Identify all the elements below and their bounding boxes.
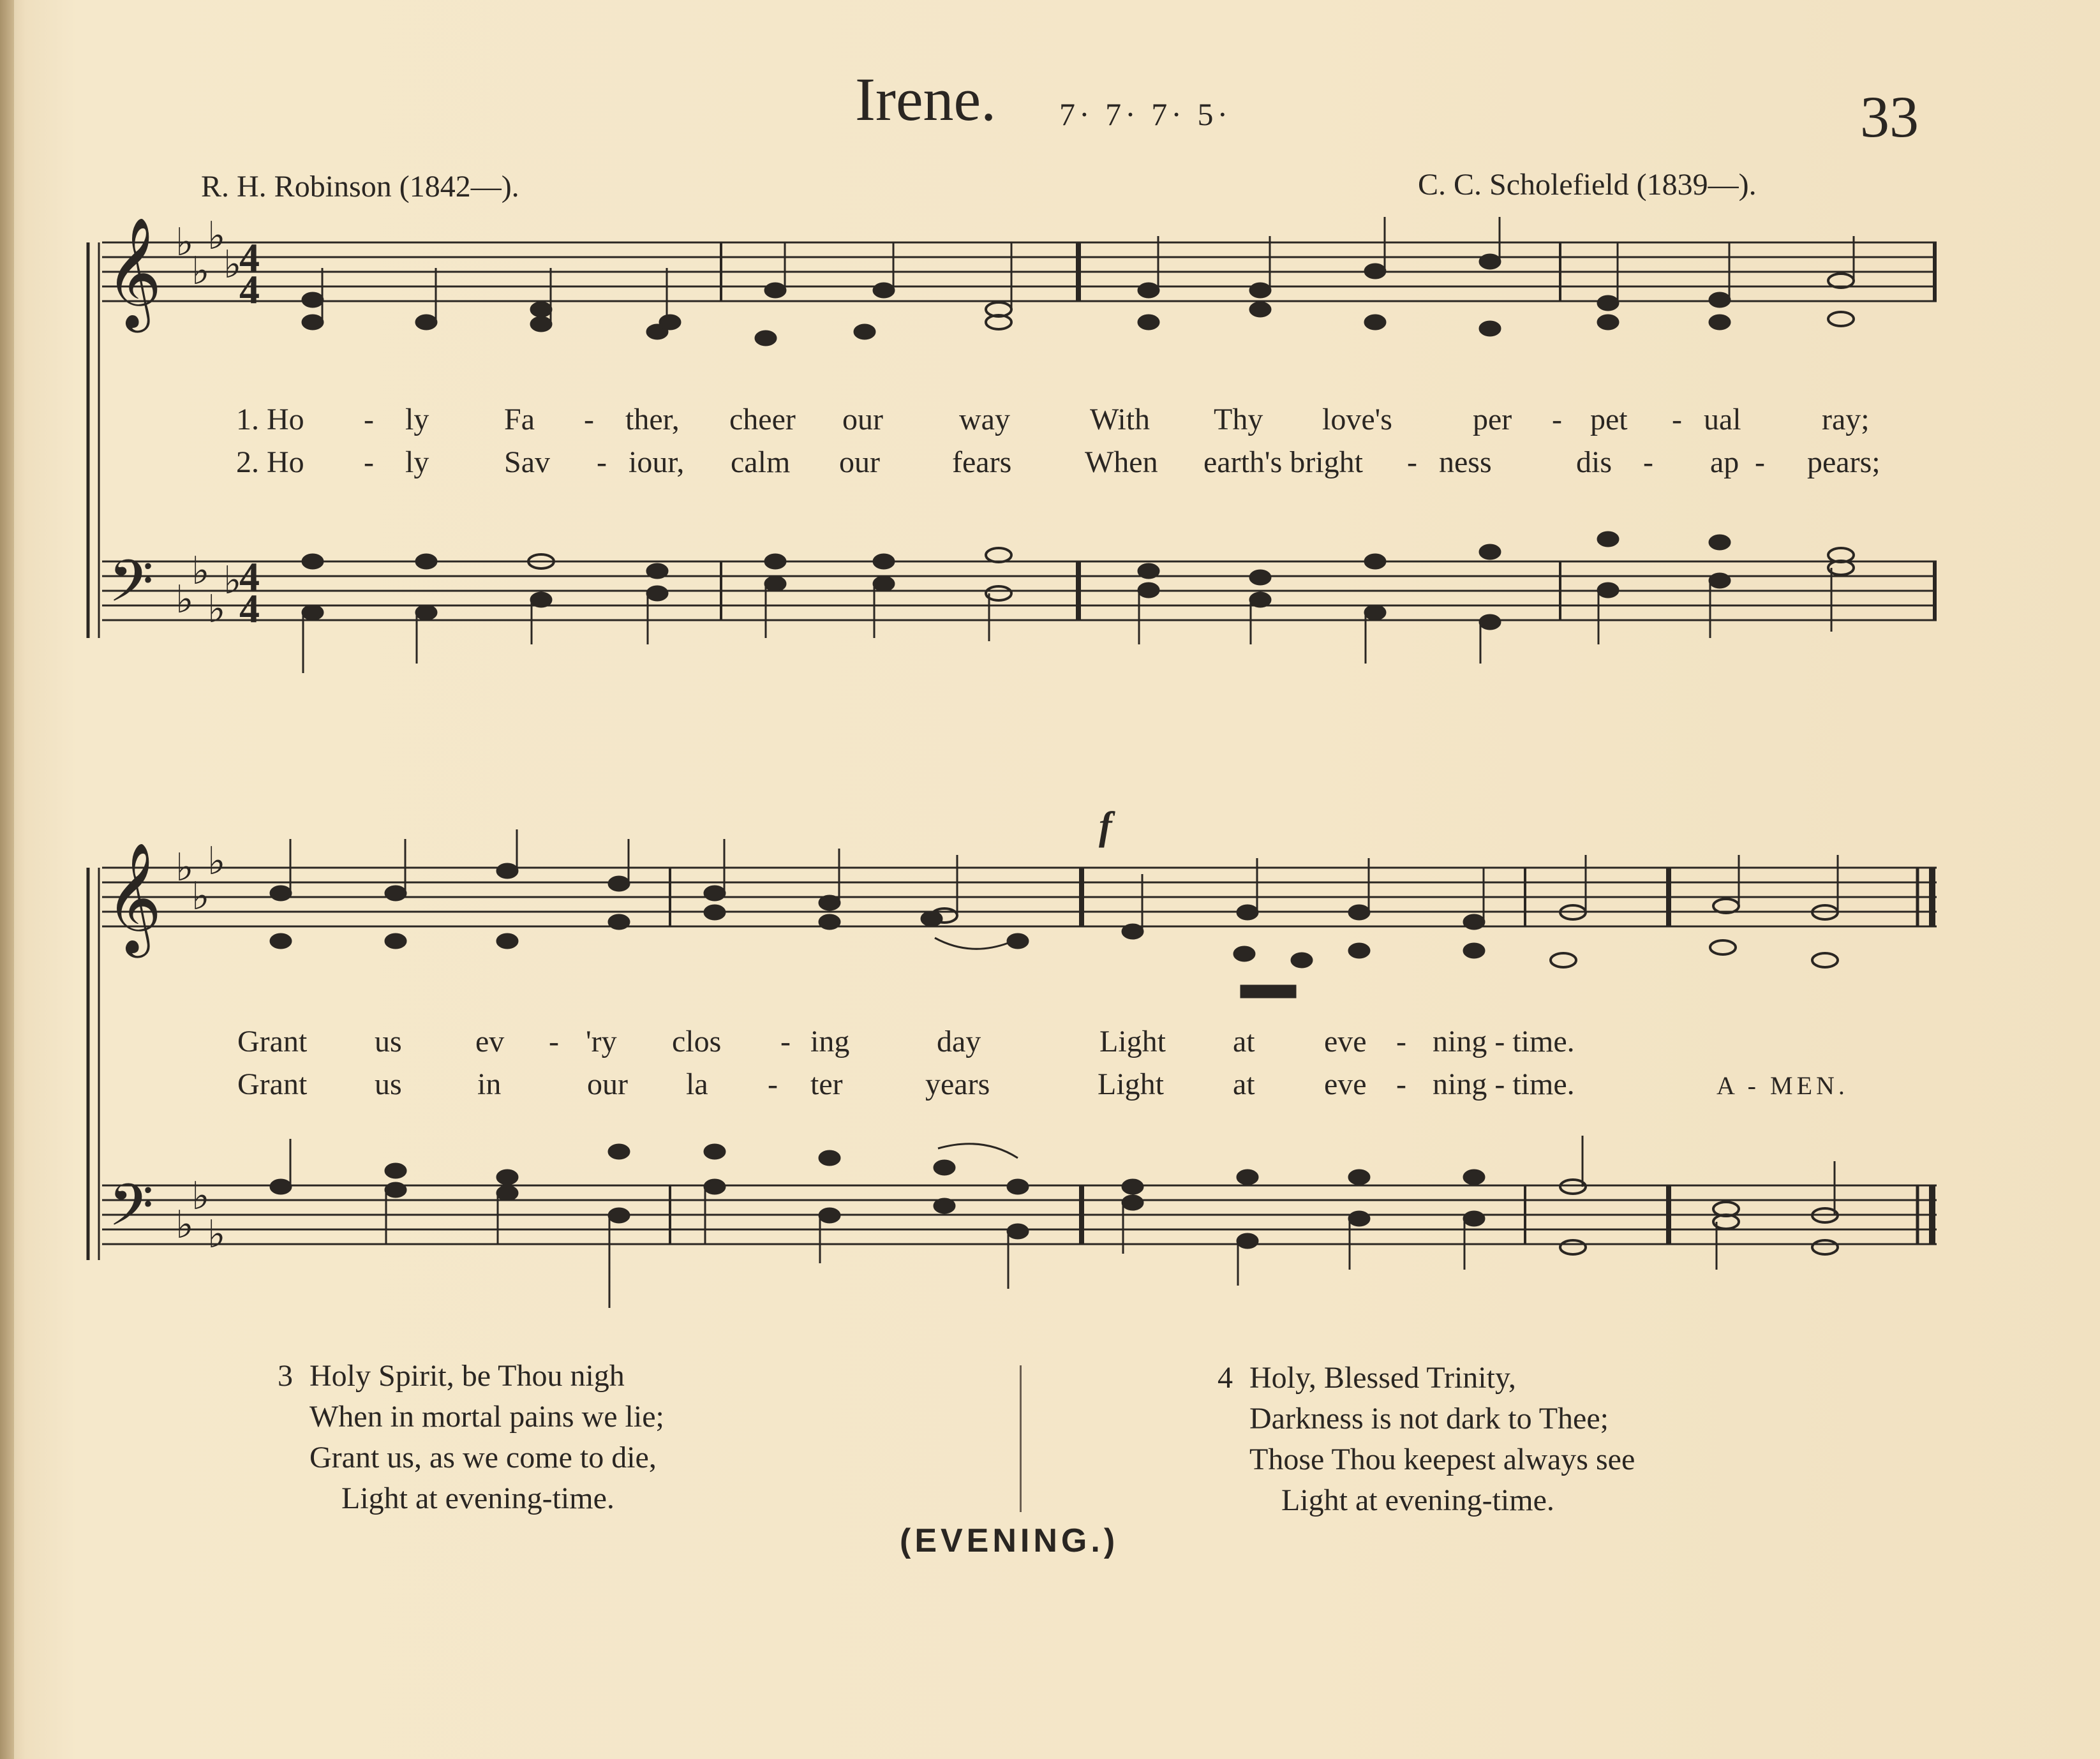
page-number: 33 <box>1860 84 1919 149</box>
lyric-s2-v2-10: at <box>1233 1067 1255 1101</box>
lyric-v2-12: - <box>1407 445 1417 479</box>
stanza-line: Those Thou keepest always see <box>1249 1443 1635 1476</box>
lyric-s2-v2-12: - <box>1396 1067 1406 1101</box>
lyric-v1-15: pet <box>1590 403 1628 436</box>
svg-text:♭: ♭ <box>191 549 210 593</box>
lyric-v2-6: iour, <box>629 445 685 479</box>
svg-text:♭: ♭ <box>207 587 226 632</box>
lyric-s2-v2-3: in <box>477 1067 502 1101</box>
lyric-s2-v1-12: eve <box>1324 1025 1367 1058</box>
lyric-v1-1: 1. Ho <box>236 403 304 436</box>
lyric-v1-9: way <box>959 403 1010 436</box>
stanza-divider <box>1020 1365 1022 1512</box>
lyric-s2-v1-10: Light <box>1099 1025 1166 1058</box>
lyric-v2-13: ness <box>1439 445 1492 479</box>
lyric-v2-2: - <box>364 445 374 479</box>
lyric-v2-16: ap <box>1710 445 1739 479</box>
lyric-v1-7: cheer <box>729 403 796 436</box>
lyric-v2-5: - <box>597 445 607 479</box>
lyric-s2-v1-11: at <box>1233 1025 1255 1058</box>
lyric-s2-v1-14: ning - time. <box>1433 1025 1575 1058</box>
lyric-s2-v2-13: ning - time. <box>1433 1067 1575 1101</box>
svg-text:♭: ♭ <box>223 242 242 287</box>
treble-staff-2 <box>102 868 1937 926</box>
lyric-s2-v1-2: us <box>375 1025 402 1058</box>
lyric-v2-17: - <box>1755 445 1765 479</box>
svg-text:♭: ♭ <box>175 845 194 890</box>
lyric-v1-5: - <box>584 403 594 436</box>
lyric-v2-10: When <box>1085 445 1158 479</box>
hymn-author: R. H. Robinson (1842—). <box>201 170 519 204</box>
lyric-v2-14: dis <box>1576 445 1612 479</box>
stanza-4 <box>1218 1358 1635 1521</box>
lyric-v2-7: calm <box>731 445 791 479</box>
stanza-number: 4 <box>1218 1361 1233 1395</box>
lyric-v2-4: Sav <box>504 445 550 479</box>
lyric-s2-v1-9: day <box>937 1025 981 1058</box>
stanza-line: When in mortal pains we lie; <box>309 1400 664 1434</box>
svg-text:4: 4 <box>239 267 260 312</box>
lyric-s2-v1-5: 'ry <box>586 1025 617 1058</box>
barlines-2 <box>670 868 1932 1244</box>
svg-text:♭: ♭ <box>175 220 194 265</box>
lyric-v2-1: 2. Ho <box>236 445 304 479</box>
lyric-v1-4: Fa <box>504 403 535 436</box>
lyric-v1-12: love's <box>1322 403 1392 436</box>
stanza-3 <box>278 1356 664 1519</box>
svg-text:♭: ♭ <box>191 874 210 919</box>
lyric-v2-3: ly <box>405 445 429 479</box>
lyric-s2-v2-11: eve <box>1324 1067 1367 1101</box>
lyric-s2-v1-3: ev <box>475 1025 505 1058</box>
lyric-s2-v2-1: Grant <box>237 1067 308 1101</box>
lyric-v1-14: - <box>1552 403 1562 436</box>
hymn-meter: 7· 7· 7· 5· <box>1059 96 1232 132</box>
svg-text:♭: ♭ <box>207 839 226 884</box>
treble-clef-icon: 𝄞 <box>105 842 162 953</box>
lyric-s2-v1-1: Grant <box>237 1025 308 1058</box>
stanza-line: Light at evening-time. <box>341 1481 614 1515</box>
stanza-line: Grant us, as we come to die, <box>309 1441 657 1474</box>
lyric-v1-3: ly <box>405 403 429 436</box>
lyric-s2-v2-2: us <box>375 1067 402 1101</box>
lyric-v1-17: ual <box>1704 403 1741 436</box>
lyric-v1-2: - <box>364 403 374 436</box>
lyric-v1-16: - <box>1672 403 1682 436</box>
lyric-v2-11: earth's bright <box>1203 445 1363 479</box>
svg-text:4: 4 <box>239 554 260 599</box>
svg-text:♭: ♭ <box>175 577 194 622</box>
lyric-s2-v2-9: Light <box>1098 1067 1164 1101</box>
lyric-v1-10: With <box>1090 403 1151 436</box>
lyric-s2-v2-8: years <box>925 1067 990 1101</box>
lyric-s2-v2-7: ter <box>810 1067 843 1101</box>
lyric-s2-v1-7: - <box>780 1025 791 1058</box>
stanza-line: Holy Spirit, be Thou nigh <box>309 1359 625 1393</box>
lyric-s2-v1-13: - <box>1396 1025 1406 1058</box>
svg-text:4: 4 <box>239 235 260 280</box>
lyric-v1-13: per <box>1473 403 1512 436</box>
svg-text:♭: ♭ <box>175 1203 194 1247</box>
lyric-v1-8: our <box>842 403 883 436</box>
lyric-v2-8: our <box>839 445 880 479</box>
svg-text:♭: ♭ <box>223 558 242 603</box>
lyric-v2-15: - <box>1643 445 1653 479</box>
lyric-s2-v2-4: our <box>587 1067 628 1101</box>
stanza-line: Darkness is not dark to Thee; <box>1249 1402 1609 1436</box>
bass-clef-icon: 𝄢 <box>108 547 154 629</box>
treble-clef-icon: 𝄞 <box>105 217 162 328</box>
bass-clef-icon: 𝄢 <box>108 1171 154 1253</box>
lyric-v2-9: fears <box>952 445 1012 479</box>
stanza-line: Holy, Blessed Trinity, <box>1249 1361 1516 1395</box>
svg-text:4: 4 <box>239 586 260 631</box>
lyric-s2-v1-8: ing <box>810 1025 850 1058</box>
lyric-v1-6: ther, <box>625 403 680 436</box>
footer-category-label: (EVENING.) <box>900 1522 1119 1559</box>
lyric-s2-v1-4: - <box>549 1025 559 1058</box>
notes-system-2 <box>271 829 1838 1308</box>
svg-text:♭: ♭ <box>191 249 210 293</box>
hymn-composer: C. C. Scholefield (1839—). <box>1418 168 1757 202</box>
lyric-v1-18: ray; <box>1822 403 1870 436</box>
key-signature-flats-2 <box>175 839 225 1257</box>
svg-text:♭: ♭ <box>207 214 226 258</box>
stanza-line: Light at evening-time. <box>1281 1483 1554 1517</box>
hymn-title: Irene. <box>855 65 997 133</box>
amen-text: A - MEN. <box>1716 1071 1849 1100</box>
stanza-number: 3 <box>278 1359 293 1393</box>
lyric-v2-18: pears; <box>1807 445 1880 479</box>
lyric-s2-v2-5: la <box>686 1067 708 1101</box>
lyric-s2-v2-6: - <box>768 1067 778 1101</box>
svg-text:♭: ♭ <box>191 1174 210 1219</box>
lyric-v1-11: Thy <box>1214 403 1263 436</box>
dynamic-forte: f <box>1099 805 1112 848</box>
svg-text:♭: ♭ <box>207 1212 226 1257</box>
lyric-s2-v1-6: clos <box>672 1025 722 1058</box>
